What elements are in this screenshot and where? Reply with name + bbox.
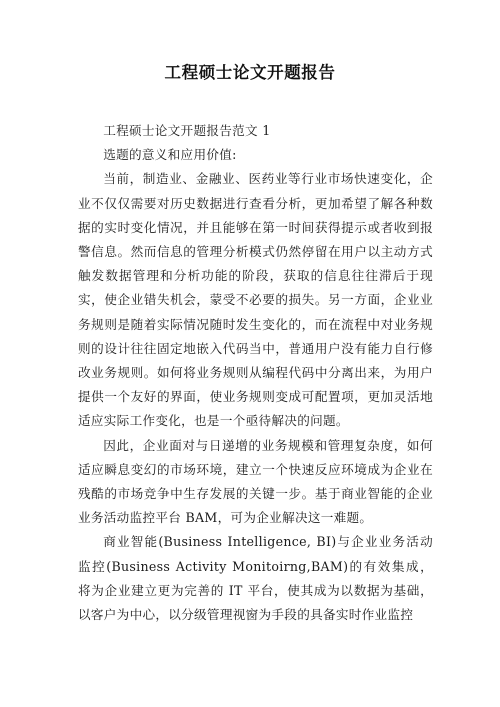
document-body	[78, 119, 433, 627]
paragraph: 商业智能(Business Intelligence, BI)与企业业务活动监控(Business Activity Monitoirng,BAM)的有效集成，将为企业建立更为完善的 IT 平台，使其成为以数据为基础，以客户为中心，以分级管理视窗为手段的具备实时作业监控	[78, 534, 433, 623]
paragraph: 因此，企业面对与日递增的业务规模和管理复杂度，如何适应瞬息变幻的市场环境，建立一个快速反应环境成为企业在残酷的市场竞争中生存发展的关键一步。基于商业智能的企业业务活动监控平台 BAM，可为企业解决这一难题。	[78, 437, 433, 526]
paragraph: 当前，制造业、金融业、医药业等行业市场快速变化，企业不仅仅需要对历史数据进行查看分析，更加希望了解各种数据的实时变化情况，并且能够在第一时间获得提示或者收到报警信息。然而信息的管理分析模式仍然停留在用户以主动方式触发数据管理和分析功能的阶段，获取的信息往往滞后于现实，使企业错失机会，蒙受不必要的损失。另一方面，企业业务规则是随着实际情况随时发生变化的，而在流程中对业务规则的设计往往固定地嵌入代码当中，普通用户没有能力自行修改业务规则。如何将业务规则从编程代码中分离出来，为用户提供一个友好的界面，使业务规则变成可配置项，更加灵活地适应实际工作变化，也是一个亟待解决的问题。	[78, 171, 433, 429]
document-title: 工程硕士论文开题报告	[164, 63, 336, 82]
section-heading: 选题的意义和应用价值:	[103, 147, 237, 163]
document-subtitle: 工程硕士论文开题报告范文 1	[103, 123, 271, 138]
